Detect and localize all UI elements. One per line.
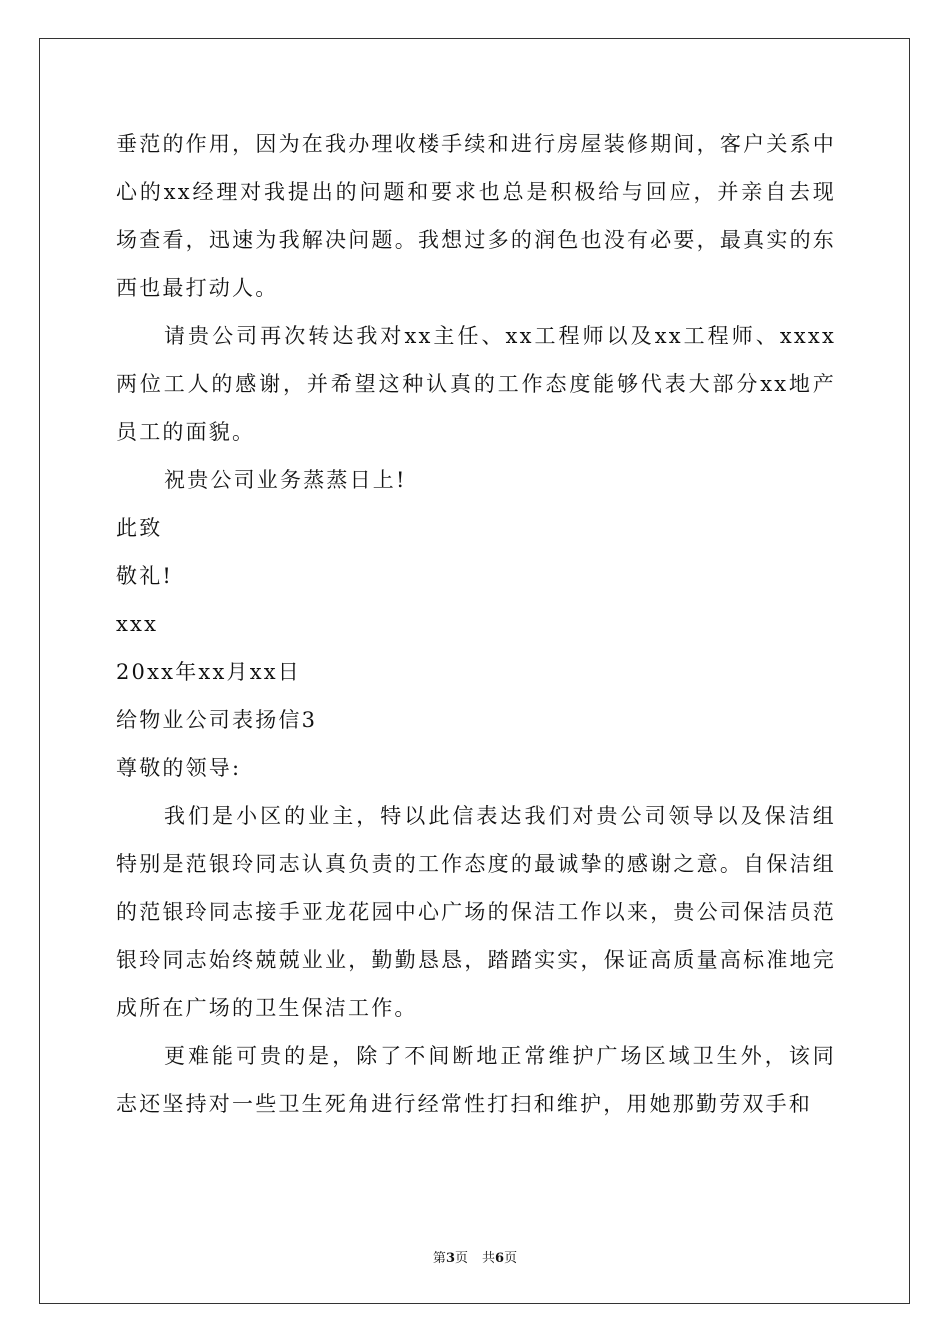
page-prefix: 第 [432, 1251, 446, 1266]
page-suffix: 页 [454, 1251, 468, 1266]
greeting: 尊敬的领导: [116, 756, 242, 780]
page-current: 3 [445, 1251, 455, 1266]
paragraph: 请贵公司再次转达我对xx主任、xx工程师以及xx工程师、xxxx两位工人的感谢，并希望这种认真的工作态度能够代表大部分xx地产员工的面貌。 [116, 324, 836, 444]
total-prefix: 共 [482, 1251, 496, 1266]
closing-regards: 敬礼! [116, 564, 174, 588]
letter-date: 20xx年xx月xx日 [116, 660, 301, 684]
paragraph: 垂范的作用，因为在我办理收楼手续和进行房屋装修期间，客户关系中心的xx经理对我提出的问题和要求也总是积极给与回应，并亲自去现场查看，迅速为我解决问题。我想过多的润色也没有必要，最真实的东西也最打动人。 [116, 132, 836, 300]
signature-name: xxx [116, 612, 159, 636]
paragraph: 我们是小区的业主，特以此信表达我们对贵公司领导以及保洁组特别是范银玲同志认真负责的工作态度的最诚挚的感谢之意。自保洁组的范银玲同志接手亚龙花园中心广场的保洁工作以来，贵公司保洁员范银玲同志始终兢兢业业，勤勤恳恳，踏踏实实，保证高质量高标准地完成所在广场的卫生保洁工作。 [116, 804, 836, 1020]
document-body [116, 120, 836, 1128]
paragraph: 祝贵公司业务蒸蒸日上! [164, 468, 407, 492]
section-title: 给物业公司表扬信3 [116, 708, 318, 732]
closing-salutation: 此致 [116, 516, 163, 540]
paragraph: 更难能可贵的是，除了不间断地正常维护广场区域卫生外，该同志还坚持对一些卫生死角进行经常性打扫和维护，用她那勤劳双手和 [116, 1044, 836, 1116]
page-total: 6 [495, 1251, 505, 1266]
total-suffix: 页 [504, 1251, 518, 1266]
page-footer [0, 1247, 950, 1266]
